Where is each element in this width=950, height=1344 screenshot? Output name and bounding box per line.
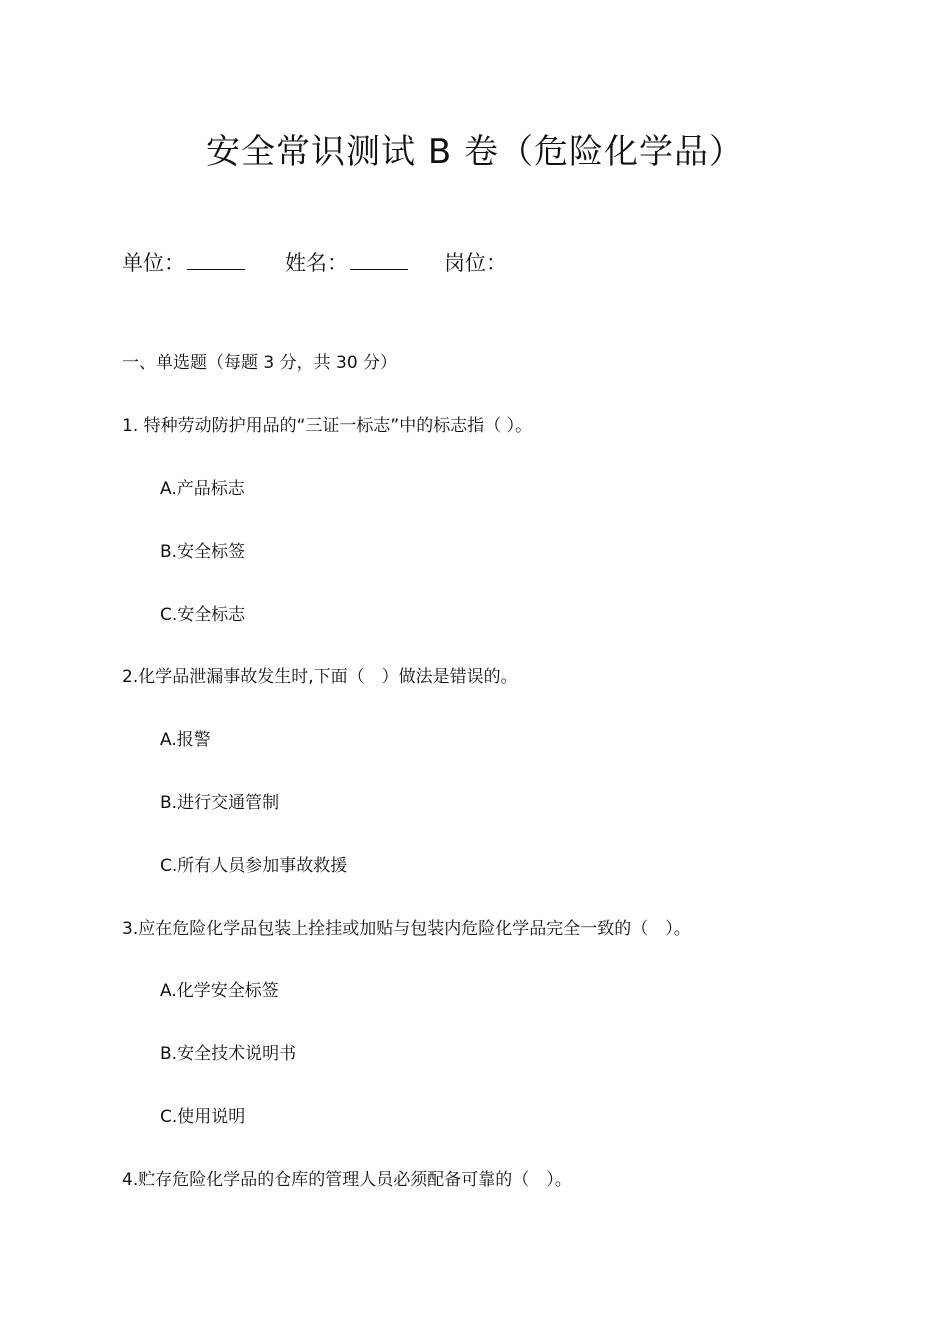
question-2-option-a: A.报警 [160,730,211,750]
name-field [285,247,408,279]
question-3: 3.应在危险化学品包装上拴挂或加贴与包装内危险化学品完全一致的（ ）。 [122,919,691,939]
name-label: 姓名： [285,251,348,275]
respondent-info-row [122,247,507,279]
question-3-option-a: A.化学安全标签 [160,981,279,1001]
question-1-option-c: C.安全标志 [160,605,246,625]
question-3-option-b: B.安全技术说明书 [160,1044,297,1064]
question-2-option-b: B.进行交通管制 [160,793,280,813]
unit-blank[interactable] [187,247,245,270]
page-title: 安全常识测试 B 卷（危险化学品） [206,132,744,172]
post-field [444,247,507,279]
unit-field [122,247,245,279]
question-2: 2.化学品泄漏事故发生时,下面（ ）做法是错误的。 [122,667,518,687]
question-1-option-b: B.安全标签 [160,542,246,562]
name-blank[interactable] [350,247,408,270]
question-1-option-a: A.产品标志 [160,479,245,499]
question-2-option-c: C.所有人员参加事故救援 [160,856,348,876]
unit-label: 单位： [122,251,185,275]
section-heading: 一、单选题（每题 3 分，共 30 分） [122,353,398,373]
question-1: 1. 特种劳动防护用品的“三证一标志”中的标志指（ ）。 [122,416,533,436]
question-4: 4.贮存危险化学品的仓库的管理人员必须配备可靠的（ ）。 [122,1170,572,1190]
question-3-option-c: C.使用说明 [160,1107,246,1127]
post-label: 岗位： [444,251,507,275]
